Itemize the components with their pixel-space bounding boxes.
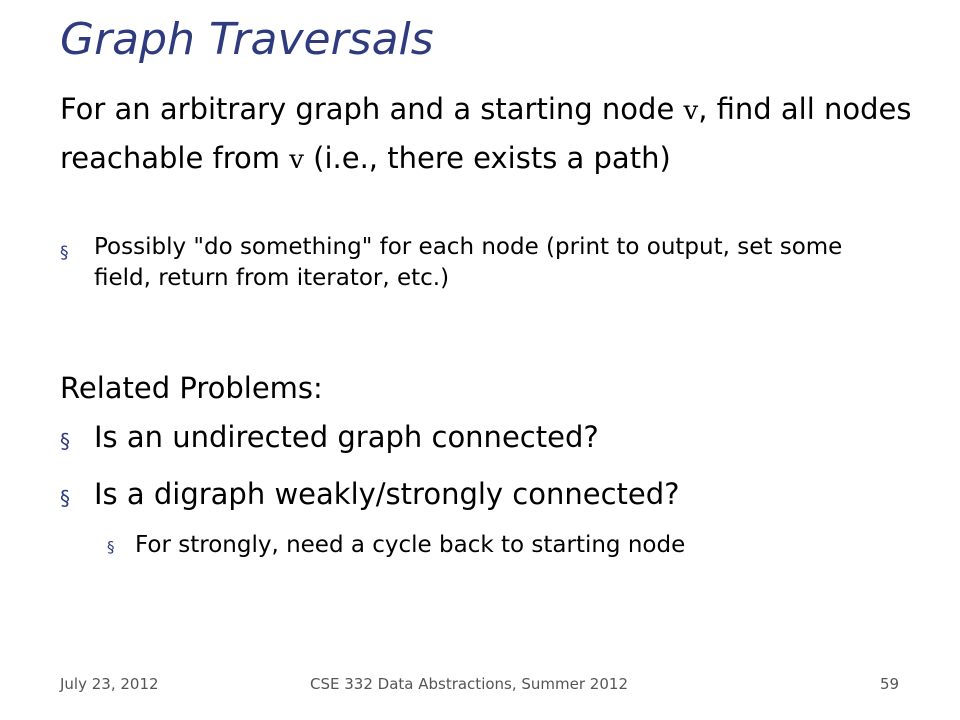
intro-text-2: , find all nodes reachable from [60,92,912,175]
bullet-icon: § [60,429,70,453]
related-problems-heading: Related Problems: [60,371,323,405]
bullet-icon: § [60,243,69,263]
intro-paragraph [60,86,920,184]
intro-text-1: For an arbitrary graph and a starting node [60,92,684,126]
bullet-icon: § [60,486,70,510]
intro-text-3: (i.e., there exists a path) [303,141,671,175]
sub-item-strongly [107,532,686,558]
variable-v: v [289,145,304,175]
footer-course: CSE 332 Data Abstractions, Summer 2012 [310,675,628,693]
footer-date: July 23, 2012 [60,675,159,693]
footer-page-number: 59 [880,675,900,693]
bullet-text: Possibly "do something" for each node (print to output, set some field, return from iterator, etc.) [94,234,843,291]
related-item-undirected [60,420,599,454]
variable-v: v [683,96,699,126]
related-item-text: Is an undirected graph connected? [94,420,599,454]
related-item-digraph [60,477,680,511]
bullet-icon: § [107,538,115,556]
slide-title: Graph Traversals [60,14,434,65]
related-item-text: Is a digraph weakly/strongly connected? [94,477,680,511]
bullet-do-something [60,232,900,294]
sub-item-text: For strongly, need a cycle back to starting node [135,532,686,558]
